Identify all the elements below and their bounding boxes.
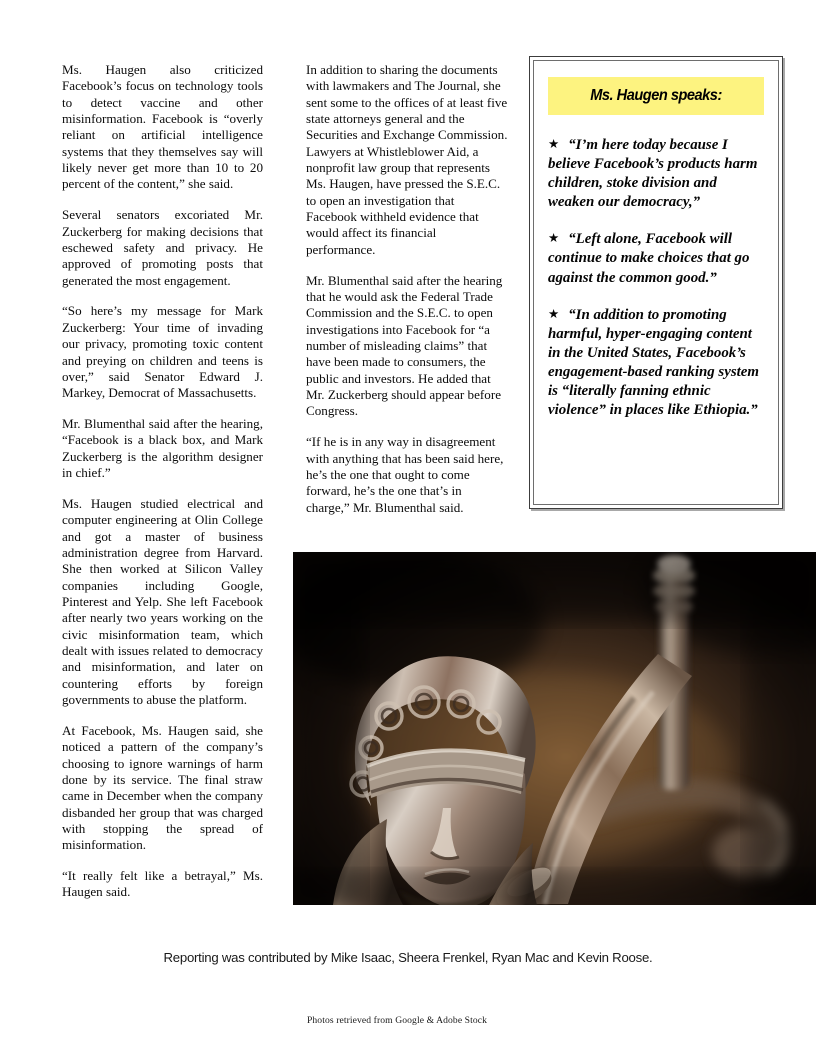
pull-quote-text: “Left alone, Facebook will continue to make choices that go against the common good.” xyxy=(548,231,750,286)
paragraph: Ms. Haugen also criticized Facebook’s focus on technology tools to detect vaccine and other misinformation. Facebook is “overly reliant on artificial intelligence systems that they themselves say will likely never get more than 10 to 20 percent of the content,” she said. xyxy=(62,62,263,192)
paragraph: “So here’s my message for Mark Zuckerberg: Your time of invading our privacy, promoting toxic content and preying on children and teens is over,” said Senator Edward J. Markey, Democrat of Massachusetts. xyxy=(62,303,263,401)
lady-justice-illustration xyxy=(293,552,816,905)
pull-quote-item xyxy=(548,305,764,421)
pull-quote-item xyxy=(548,135,764,212)
pull-quote-header xyxy=(548,77,764,115)
pull-quote-item xyxy=(548,229,764,287)
star-icon: ★ xyxy=(548,231,560,246)
star-icon: ★ xyxy=(548,306,560,321)
pull-quote-box xyxy=(529,56,783,509)
article-column-left xyxy=(62,62,263,901)
paragraph: Ms. Haugen studied electrical and computer engineering at Olin College and got a master of business administration degree from Harvard. She then worked at Silicon Valley companies including Google, Pinterest and Yelp. She left Facebook after nearly two years working on the civic misinformation team, which dealt with issues related to democracy and misinformation, and later on countering efforts by foreign governments to abuse the platform. xyxy=(62,495,263,708)
paragraph: Several senators excoriated Mr. Zuckerberg for making decisions that eschewed safety and privacy. He approved of promoting posts that generated the most engagement. xyxy=(62,207,263,288)
photo-credit: Photos retrieved from Google & Adobe Stock xyxy=(306,1015,488,1026)
paragraph: In addition to sharing the documents with lawmakers and The Journal, she sent some to the offices of at least five state attorneys general and the Securities and Exchange Commission. Lawyers at Whistleblower Aid, a nonprofit law group that represents Ms. Haugen, have pressed the S.E.C. to open an investigation that Facebook withheld evidence that would affect its financial performance. xyxy=(306,62,508,257)
paragraph: “If he is in any way in disagreement with anything that has been said here, he’s the one that ought to come forward, he’s the one that’s in charge,” Mr. Blumenthal said. xyxy=(306,434,504,515)
paragraph: At Facebook, Ms. Haugen said, she noticed a pattern of the company’s choosing to ignore warnings of harm done by its service. The final straw came in December when the company disbanded her group that was charged with stopping the spread of misinformation. xyxy=(62,722,263,853)
pull-quote-header-label: Ms. Haugen speaks: xyxy=(590,87,722,104)
reporting-credit: Reporting was contributed by Mike Isaac, Sheera Frenkel, Ryan Mac and Kevin Roose. xyxy=(163,950,653,965)
paragraph: Mr. Blumenthal said after the hearing that he would ask the Federal Trade Commission and the S.E.C. to open investigations into Facebook for “a number of misleading claims” that have been made to consumers, the public and investors. He added that Mr. Zuckerberg should appear before Congress. xyxy=(306,272,503,419)
paragraph: “It really felt like a betrayal,” Ms. Haugen said. xyxy=(62,868,263,900)
pull-quote-inner xyxy=(533,60,779,505)
pull-quote-text: “I’m here today because I believe Facebook’s products harm children, stoke division and weaken our democracy,” xyxy=(548,137,758,211)
star-icon: ★ xyxy=(548,137,560,151)
paragraph: Mr. Blumenthal said after the hearing, “Facebook is a black box, and Mark Zuckerberg is the algorithm designer in chief.” xyxy=(62,416,263,481)
article-column-right xyxy=(306,62,508,516)
lady-justice-photo xyxy=(293,552,816,905)
pull-quote-text: “In addition to promoting harmful, hyper-engaging content in the United States, Facebook’s engagement-based ranking system is “literally fanning ethnic violence” in places like Ethiopia.” xyxy=(548,306,759,419)
